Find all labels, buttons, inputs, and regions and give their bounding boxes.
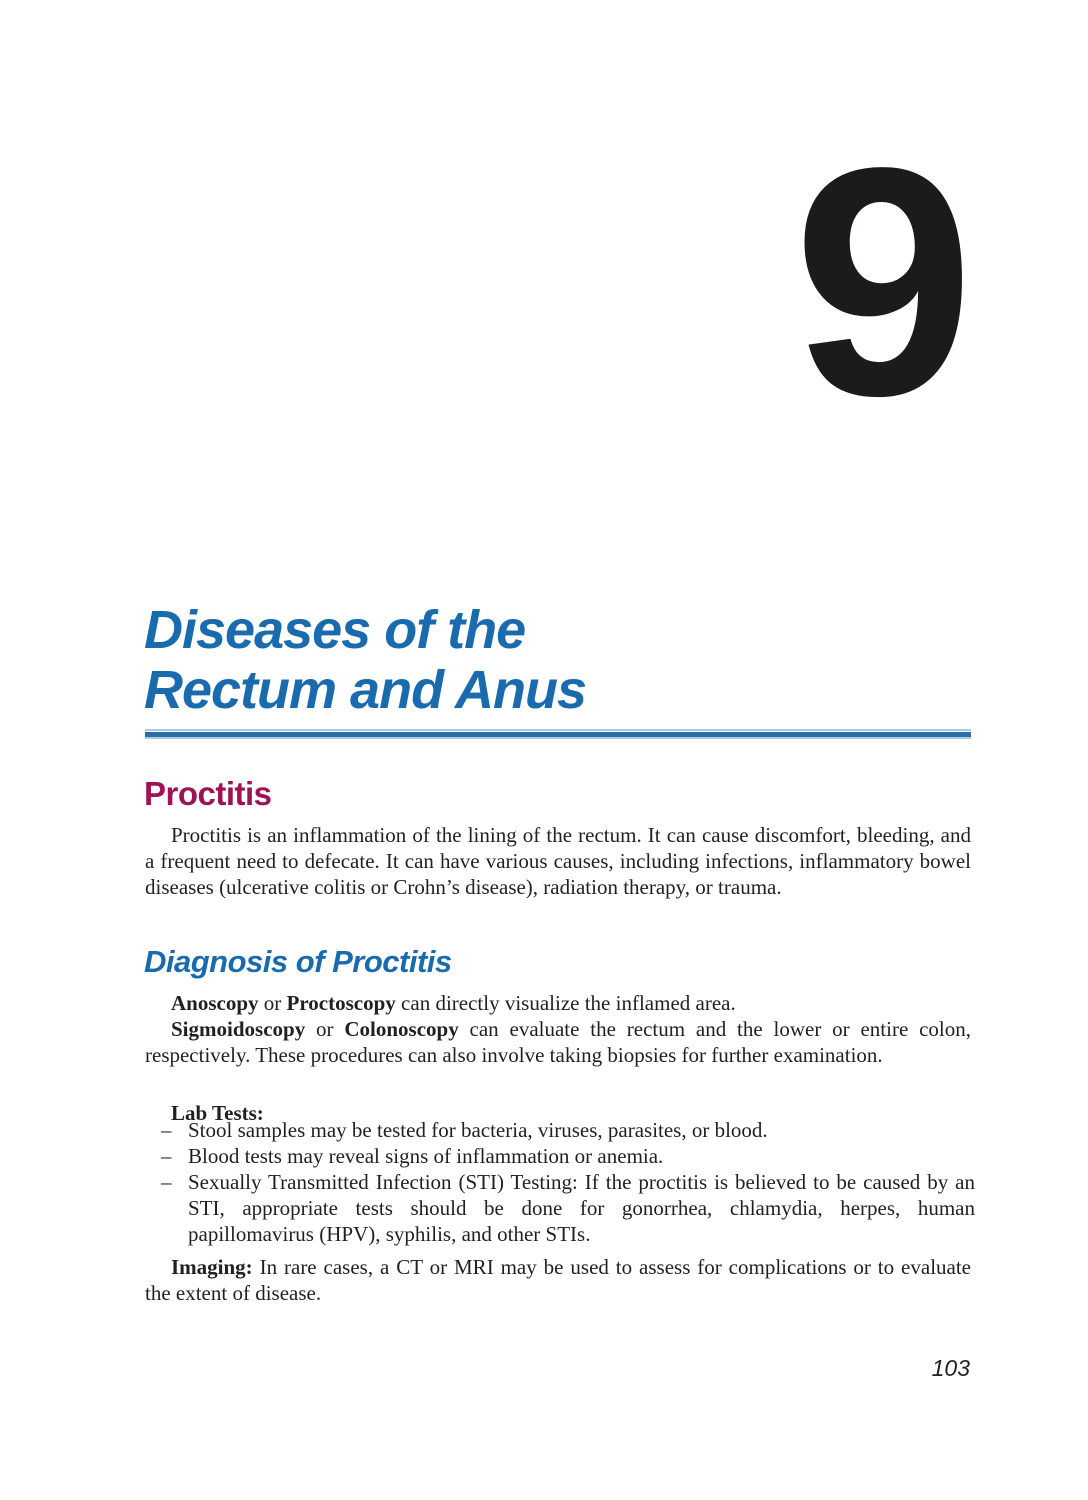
term-imaging: Imaging: — [171, 1255, 253, 1279]
chapter-title-rule — [145, 729, 971, 740]
text-segment: can evaluate the rectum and the lower or entire colon, respectively. These procedures can also involve taking biopsies for further examination. — [145, 1017, 972, 1067]
list-item-text: Sexually Transmitted Infection (STI) Testing: If the proctitis is believed to be caused by an STI, appropriate tests should be done for gonorrhea, chlamydia, herpes, human papillomavirus (HPV), syphilis, and other STIs. — [188, 1170, 975, 1246]
chapter-title-line2: Rectum and Anus — [144, 660, 587, 720]
term-colonoscopy: Colonoscopy — [344, 1017, 459, 1041]
paragraph-anoscopy — [145, 990, 971, 1016]
chapter-number: 9 — [793, 100, 966, 463]
text-segment: or — [258, 991, 287, 1015]
list-item — [145, 1143, 975, 1169]
text-segment: or — [305, 1017, 345, 1041]
chapter-title — [144, 600, 586, 720]
subsection-heading-diagnosis: Diagnosis of Proctitis — [144, 944, 452, 979]
list-item — [145, 1169, 975, 1247]
paragraph-sigmoidoscopy — [145, 1016, 971, 1068]
term-proctoscopy: Proctoscopy — [286, 991, 396, 1015]
term-anoscopy: Anoscopy — [171, 991, 259, 1015]
lab-tests-list — [145, 1117, 975, 1247]
dash-marker: – — [161, 1118, 172, 1142]
list-item-text: Stool samples may be tested for bacteria, viruses, parasites, or blood. — [188, 1118, 768, 1142]
chapter-title-line1: Diseases of the — [144, 600, 526, 660]
list-item — [145, 1117, 975, 1143]
page-number: 103 — [931, 1355, 970, 1381]
diagnosis-paragraphs — [145, 990, 971, 1068]
dash-marker: – — [161, 1170, 172, 1194]
paragraph-imaging — [145, 1254, 971, 1306]
proctitis-intro-paragraph: Proctitis is an inflammation of the lining of the rectum. It can cause discomfort, bleeding, and a frequent need to defecate. It can have various causes, including infections, inflammatory bowel diseases (ulcerative colitis or Crohn’s disease), radiation therapy, or trauma. — [145, 823, 971, 899]
section-heading-proctitis: Proctitis — [144, 775, 272, 812]
dash-marker: – — [161, 1144, 172, 1168]
text-segment: In rare cases, a CT or MRI may be used to assess for complications or to evaluate the extent of disease. — [145, 1255, 971, 1305]
lab-tests-label: Lab Tests: — [171, 1101, 264, 1125]
text-segment: can directly visualize the inflamed area. — [395, 991, 736, 1015]
term-sigmoidoscopy: Sigmoidoscopy — [171, 1017, 306, 1041]
list-item-text: Blood tests may reveal signs of inflammation or anemia. — [188, 1144, 664, 1168]
